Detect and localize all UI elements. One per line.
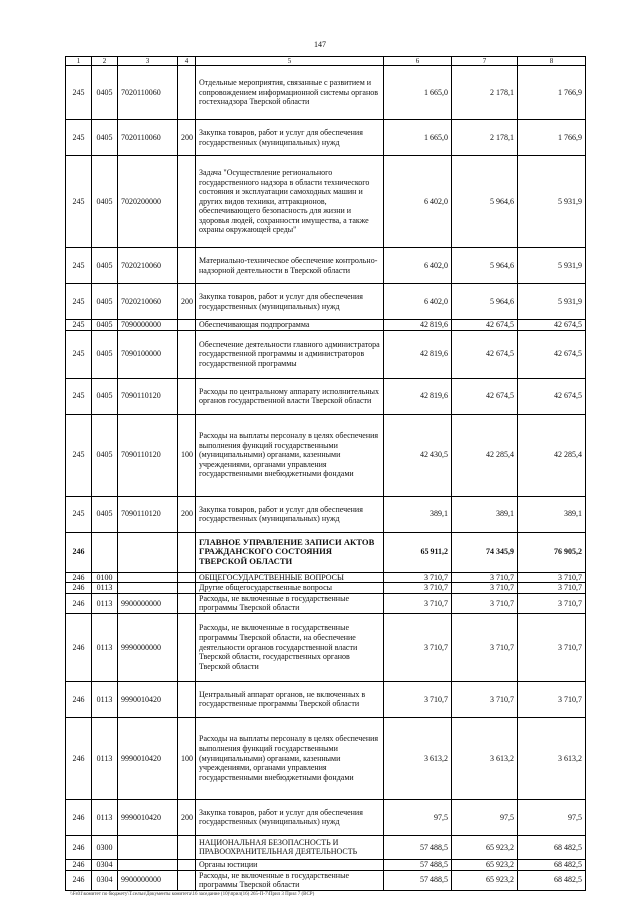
- section-code: 0100: [92, 572, 118, 583]
- admin-code: 246: [66, 681, 92, 717]
- column-number: 2: [92, 57, 118, 66]
- amount-year-3: 76 905,2: [518, 532, 586, 572]
- admin-code: 245: [66, 320, 92, 331]
- amount-year-2: 3 710,7: [452, 613, 518, 681]
- column-number-row: [66, 57, 586, 66]
- table-row: [66, 870, 586, 890]
- section-code: 0113: [92, 613, 118, 681]
- amount-year-2: 42 674,5: [452, 378, 518, 414]
- section-code: 0405: [92, 156, 118, 248]
- section-code: 0300: [92, 835, 118, 859]
- admin-code: 245: [66, 496, 92, 532]
- amount-year-1: 57 488,5: [384, 859, 452, 870]
- admin-code: 245: [66, 414, 92, 496]
- amount-year-3: 97,5: [518, 799, 586, 835]
- expense-type-code: 100: [178, 414, 196, 496]
- amount-year-3: 68 482,5: [518, 835, 586, 859]
- expense-type-code: 200: [178, 799, 196, 835]
- admin-code: 246: [66, 835, 92, 859]
- amount-year-3: 42 674,5: [518, 330, 586, 378]
- amount-year-2: 3 710,7: [452, 583, 518, 594]
- row-description: Закупка товаров, работ и услуг для обеспечения государственных (муниципальных) нужд: [196, 120, 384, 156]
- row-description: Закупка товаров, работ и услуг для обеспечения государственных (муниципальных) нужд: [196, 496, 384, 532]
- target-code: 9990010420: [118, 799, 178, 835]
- row-description: Расходы по центральному аппарату исполнительных органов государственной власти Тверской области: [196, 378, 384, 414]
- budget-table: [65, 56, 586, 891]
- column-number: 7: [452, 57, 518, 66]
- column-number: 5: [196, 57, 384, 66]
- table-row: [66, 414, 586, 496]
- target-code: [118, 835, 178, 859]
- column-number: 8: [518, 57, 586, 66]
- target-code: 7090110120: [118, 496, 178, 532]
- amount-year-3: 42 674,5: [518, 378, 586, 414]
- table-row: [66, 532, 586, 572]
- amount-year-3: 5 931,9: [518, 248, 586, 284]
- section-code: 0405: [92, 284, 118, 320]
- admin-code: 246: [66, 859, 92, 870]
- admin-code: 245: [66, 156, 92, 248]
- amount-year-2: 97,5: [452, 799, 518, 835]
- amount-year-3: 3 710,7: [518, 583, 586, 594]
- amount-year-1: 3 710,7: [384, 613, 452, 681]
- expense-type-code: [178, 320, 196, 331]
- expense-type-code: [178, 583, 196, 594]
- expense-type-code: [178, 66, 196, 120]
- amount-year-3: 68 482,5: [518, 859, 586, 870]
- amount-year-3: 3 710,7: [518, 572, 586, 583]
- amount-year-2: 389,1: [452, 496, 518, 532]
- expense-type-code: [178, 378, 196, 414]
- amount-year-1: 6 402,0: [384, 284, 452, 320]
- amount-year-3: 3 710,7: [518, 613, 586, 681]
- expense-type-code: [178, 859, 196, 870]
- row-description: Другие общегосударственные вопросы: [196, 583, 384, 594]
- amount-year-2: 2 178,1: [452, 66, 518, 120]
- expense-type-code: [178, 681, 196, 717]
- expense-type-code: [178, 156, 196, 248]
- target-code: [118, 583, 178, 594]
- target-code: [118, 572, 178, 583]
- amount-year-3: 42 674,5: [518, 320, 586, 331]
- amount-year-3: 5 931,9: [518, 156, 586, 248]
- admin-code: 245: [66, 66, 92, 120]
- amount-year-1: 6 402,0: [384, 156, 452, 248]
- row-description: Расходы, не включенные в государственные программы Тверской области, на обеспечение деятельности органов государственной власти Тверской области, государственных органов Тверской области: [196, 613, 384, 681]
- amount-year-1: 389,1: [384, 496, 452, 532]
- target-code: 7020210060: [118, 284, 178, 320]
- amount-year-2: 42 674,5: [452, 330, 518, 378]
- admin-code: 245: [66, 120, 92, 156]
- amount-year-2: 2 178,1: [452, 120, 518, 156]
- row-description: Расходы, не включенные в государственные программы Тверской области: [196, 593, 384, 613]
- table-row: [66, 799, 586, 835]
- expense-type-code: [178, 248, 196, 284]
- section-code: 0405: [92, 120, 118, 156]
- target-code: 9990010420: [118, 681, 178, 717]
- amount-year-2: 42 674,5: [452, 320, 518, 331]
- table-row: [66, 156, 586, 248]
- column-number: 4: [178, 57, 196, 66]
- amount-year-2: 5 964,6: [452, 248, 518, 284]
- row-description: Обеспечение деятельности главного администратора государственной программы и администраторов государственной программы: [196, 330, 384, 378]
- section-code: 0113: [92, 681, 118, 717]
- column-number: 6: [384, 57, 452, 66]
- table-row: [66, 583, 586, 594]
- admin-code: 246: [66, 593, 92, 613]
- expense-type-code: [178, 532, 196, 572]
- amount-year-1: 3 710,7: [384, 593, 452, 613]
- table-row: [66, 681, 586, 717]
- expense-type-code: 200: [178, 120, 196, 156]
- table-row: [66, 593, 586, 613]
- page-number: 147: [314, 40, 326, 49]
- file-path-footer: \\Fs01\комитет по бюджету\Т.селъи\Документы комитета\16 заседание (10)\прил(16) 265-П-7\Прил 3 Прил 7 (ВСР): [70, 892, 315, 897]
- amount-year-1: 3 710,7: [384, 572, 452, 583]
- row-description: Закупка товаров, работ и услуг для обеспечения государственных (муниципальных) нужд: [196, 284, 384, 320]
- section-code: 0113: [92, 717, 118, 799]
- target-code: 9900000000: [118, 870, 178, 890]
- amount-year-2: 5 964,6: [452, 156, 518, 248]
- table-row: [66, 835, 586, 859]
- row-description: Закупка товаров, работ и услуг для обеспечения государственных (муниципальных) нужд: [196, 799, 384, 835]
- amount-year-1: 57 488,5: [384, 835, 452, 859]
- row-description: НАЦИОНАЛЬНАЯ БЕЗОПАСНОСТЬ И ПРАВООХРАНИТЕЛЬНАЯ ДЕЯТЕЛЬНОСТЬ: [196, 835, 384, 859]
- expense-type-code: 100: [178, 717, 196, 799]
- admin-code: 246: [66, 870, 92, 890]
- amount-year-1: 1 665,0: [384, 66, 452, 120]
- expense-type-code: [178, 835, 196, 859]
- admin-code: 246: [66, 717, 92, 799]
- section-code: 0405: [92, 320, 118, 331]
- target-code: 9900000000: [118, 593, 178, 613]
- row-description: ГЛАВНОЕ УПРАВЛЕНИЕ ЗАПИСИ АКТОВ ГРАЖДАНСКОГО СОСТОЯНИЯ ТВЕРСКОЙ ОБЛАСТИ: [196, 532, 384, 572]
- target-code: 7020210060: [118, 248, 178, 284]
- amount-year-2: 3 710,7: [452, 572, 518, 583]
- expense-type-code: 200: [178, 284, 196, 320]
- table-row: [66, 330, 586, 378]
- table-row: [66, 859, 586, 870]
- section-code: 0304: [92, 859, 118, 870]
- amount-year-3: 389,1: [518, 496, 586, 532]
- expense-type-code: 200: [178, 496, 196, 532]
- row-description: Органы юстиции: [196, 859, 384, 870]
- admin-code: 246: [66, 532, 92, 572]
- row-description: Расходы, не включенные в государственные программы Тверской области: [196, 870, 384, 890]
- table-row: [66, 66, 586, 120]
- admin-code: 246: [66, 613, 92, 681]
- row-description: Расходы на выплаты персоналу в целях обеспечения выполнения функций государственными (муниципальными) органами, казенными учреждениями, органами управления государственными внебюджетными фондами: [196, 717, 384, 799]
- section-code: 0405: [92, 496, 118, 532]
- row-description: Задача "Осуществление регионального государственного надзора в области технического состояния и эксплуатации самоходных машин и других видов техники, аттракционов, обеспечивающего безопасность для жизни и здоровья людей, сохранности имущества, а также охраны окружающей среды": [196, 156, 384, 248]
- target-code: 7090000000: [118, 320, 178, 331]
- amount-year-1: 97,5: [384, 799, 452, 835]
- amount-year-3: 68 482,5: [518, 870, 586, 890]
- admin-code: 245: [66, 284, 92, 320]
- table-row: [66, 248, 586, 284]
- target-code: 7020200000: [118, 156, 178, 248]
- column-number: 1: [66, 57, 92, 66]
- amount-year-1: 3 710,7: [384, 681, 452, 717]
- section-code: 0405: [92, 330, 118, 378]
- expense-type-code: [178, 870, 196, 890]
- amount-year-1: 57 488,5: [384, 870, 452, 890]
- table-row: [66, 717, 586, 799]
- target-code: 9990000000: [118, 613, 178, 681]
- admin-code: 246: [66, 572, 92, 583]
- amount-year-2: 42 285,4: [452, 414, 518, 496]
- table-row: [66, 572, 586, 583]
- expense-type-code: [178, 330, 196, 378]
- amount-year-3: 42 285,4: [518, 414, 586, 496]
- section-code: 0113: [92, 799, 118, 835]
- target-code: 7020110060: [118, 120, 178, 156]
- admin-code: 246: [66, 583, 92, 594]
- amount-year-2: 65 923,2: [452, 870, 518, 890]
- table-row: [66, 320, 586, 331]
- amount-year-1: 42 819,6: [384, 330, 452, 378]
- amount-year-3: 1 766,9: [518, 66, 586, 120]
- row-description: Центральный аппарат органов, не включенных в государственные программы Тверской области: [196, 681, 384, 717]
- admin-code: 246: [66, 799, 92, 835]
- amount-year-3: 5 931,9: [518, 284, 586, 320]
- table-row: [66, 496, 586, 532]
- amount-year-2: 3 710,7: [452, 593, 518, 613]
- admin-code: 245: [66, 330, 92, 378]
- target-code: [118, 859, 178, 870]
- row-description: Отдельные мероприятия, связанные с развитием и сопровождением информационной системы органов гостехнадзора Тверской области: [196, 66, 384, 120]
- table-row: [66, 613, 586, 681]
- amount-year-1: 6 402,0: [384, 248, 452, 284]
- section-code: 0304: [92, 870, 118, 890]
- amount-year-1: 3 710,7: [384, 583, 452, 594]
- amount-year-3: 3 613,2: [518, 717, 586, 799]
- row-description: Обеспечивающая подпрограмма: [196, 320, 384, 331]
- amount-year-2: 3 613,2: [452, 717, 518, 799]
- amount-year-3: 3 710,7: [518, 681, 586, 717]
- row-description: ОБЩЕГОСУДАРСТВЕННЫЕ ВОПРОСЫ: [196, 572, 384, 583]
- amount-year-2: 65 923,2: [452, 835, 518, 859]
- target-code: 7090110120: [118, 378, 178, 414]
- expense-type-code: [178, 572, 196, 583]
- table-row: [66, 284, 586, 320]
- section-code: 0405: [92, 66, 118, 120]
- amount-year-1: 65 911,2: [384, 532, 452, 572]
- row-description: Расходы на выплаты персоналу в целях обеспечения выполнения функций государственными (муниципальными) органами, казенными учреждениями, органами управления государственными внебюджетными фондами: [196, 414, 384, 496]
- column-number: 3: [118, 57, 178, 66]
- target-code: 7090100000: [118, 330, 178, 378]
- amount-year-1: 1 665,0: [384, 120, 452, 156]
- admin-code: 245: [66, 248, 92, 284]
- amount-year-2: 5 964,6: [452, 284, 518, 320]
- amount-year-2: 3 710,7: [452, 681, 518, 717]
- expense-type-code: [178, 613, 196, 681]
- target-code: 7090110120: [118, 414, 178, 496]
- amount-year-1: 3 613,2: [384, 717, 452, 799]
- amount-year-1: 42 430,5: [384, 414, 452, 496]
- table-body: [66, 66, 586, 891]
- amount-year-1: 42 819,6: [384, 320, 452, 331]
- expense-type-code: [178, 593, 196, 613]
- section-code: 0113: [92, 583, 118, 594]
- table-row: [66, 378, 586, 414]
- target-code: [118, 532, 178, 572]
- section-code: 0405: [92, 378, 118, 414]
- row-description: Материально-техническое обеспечение контрольно-надзорной деятельности в Тверской области: [196, 248, 384, 284]
- section-code: 0113: [92, 593, 118, 613]
- admin-code: 245: [66, 378, 92, 414]
- table-row: [66, 120, 586, 156]
- amount-year-3: 3 710,7: [518, 593, 586, 613]
- amount-year-2: 65 923,2: [452, 859, 518, 870]
- amount-year-3: 1 766,9: [518, 120, 586, 156]
- target-code: 9990010420: [118, 717, 178, 799]
- amount-year-1: 42 819,6: [384, 378, 452, 414]
- amount-year-2: 74 345,9: [452, 532, 518, 572]
- section-code: [92, 532, 118, 572]
- section-code: 0405: [92, 414, 118, 496]
- target-code: 7020110060: [118, 66, 178, 120]
- section-code: 0405: [92, 248, 118, 284]
